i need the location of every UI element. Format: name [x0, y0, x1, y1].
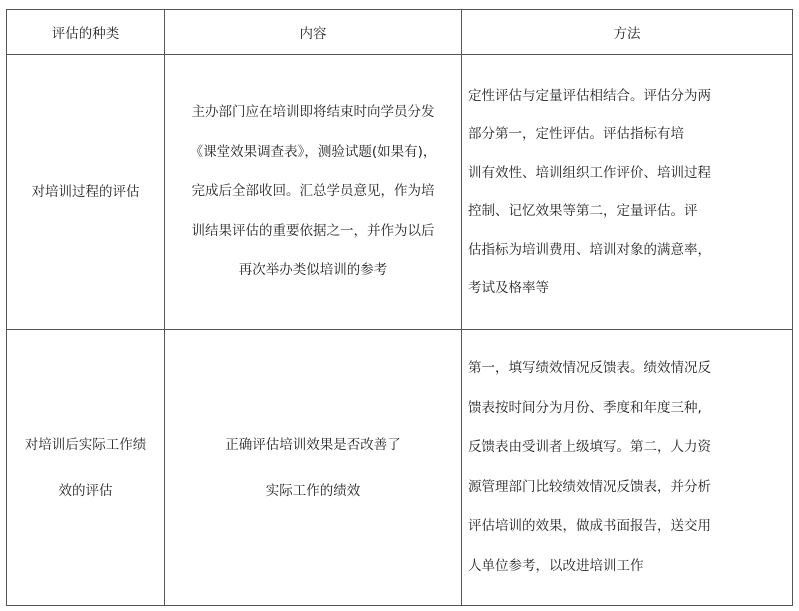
row-1-method-line: 估指标为培训费用、培训对象的满意率， [468, 241, 711, 258]
row-2-type-line: 对培训后实际工作绩 [24, 436, 147, 453]
row-2-content-line: 正确评估培训效果是否改善了 [225, 436, 401, 453]
row-2-method-line: 评估培训的效果，做成书面报告，送交用 [468, 518, 711, 534]
table-row [7, 330, 793, 606]
row-2-method-line: 反馈表由受训者上级填写。第二，人力资 [468, 439, 711, 455]
table-header-row [7, 10, 793, 55]
header-method: 方法 [462, 10, 793, 55]
row-1-type-cell [7, 55, 165, 330]
row-2-type-line: 效的评估 [58, 482, 113, 499]
row-1-content-cell [165, 55, 462, 330]
row-2-content-line: 实际工作的绩效 [265, 482, 361, 499]
row-2-method-line: 馈表按时间分为月份、季度和年度三种, [468, 399, 702, 416]
row-2-method-line: 人单位参考，以改进培训工作 [468, 557, 644, 574]
row-1-content-line: 完成后全部收回。汇总学员意见，作为培 [191, 183, 435, 200]
evaluation-table [6, 9, 793, 606]
row-1-method-line: 训有效性、培训组织工作评价、培训过程 [468, 164, 711, 181]
row-2-method-line: 第一，填写绩效情况反馈表。绩效情况反 [468, 360, 711, 376]
row-1-method-line: 定性评估与定量评估相结合。评估分为两 [468, 87, 711, 104]
row-1-method-line: 控制、记忆效果等第二，定量评估。评 [468, 203, 698, 219]
row-1-method-line: 部分第一，定性评估。评估指标有培 [468, 126, 684, 142]
row-1-content-line: 《课堂效果调查表》，测验试题(如果有)， [189, 143, 437, 160]
row-1-method-line: 考试及格率等 [468, 280, 549, 296]
row-2-method-cell [462, 330, 793, 606]
row-2-method-line: 源管理部门比较绩效情况反馈表，并分析 [468, 478, 711, 495]
row-1-content-line: 训结果评估的重要依据之一，并作为以后 [191, 222, 435, 239]
header-content: 内容 [165, 10, 462, 55]
row-1-method-cell [462, 55, 793, 330]
header-type: 评估的种类 [7, 10, 165, 55]
table-row [7, 55, 793, 330]
row-2-type-cell [7, 330, 165, 606]
row-2-content-cell [165, 330, 462, 606]
row-1-type-line: 对培训过程的评估 [31, 184, 140, 200]
row-1-content-line: 主办部门应在培训即将结束时向学员分发 [191, 104, 435, 121]
row-1-content-line: 再次举办类似培训的参考 [238, 262, 388, 279]
